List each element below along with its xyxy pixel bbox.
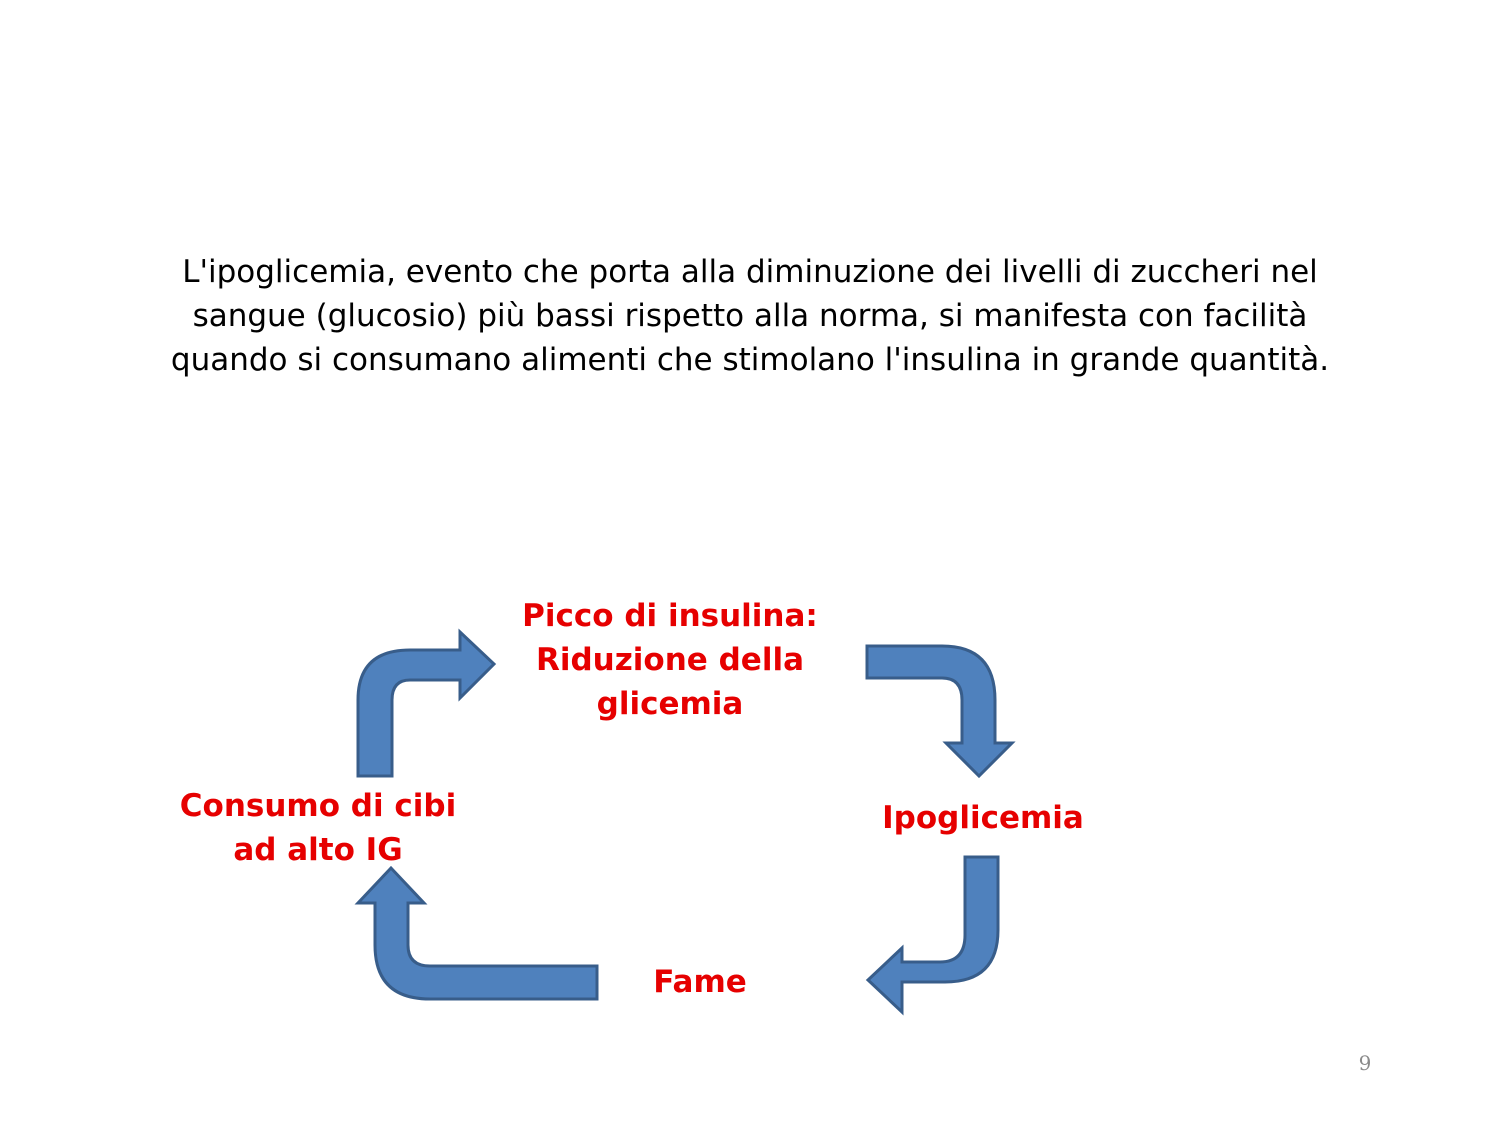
intro-line: sangue (glucosio) più bassi rispetto alla norma, si manifesta con facilità [192,298,1308,334]
curved-arrow-icon-top-to-right [867,646,1012,776]
node-line: ad alto IG [233,832,403,868]
page-number: 9 [1358,1051,1372,1075]
cycle-node-hunger [620,960,780,1004]
cycle-node-insulin-peak [500,594,840,726]
node-line: glicemia [596,686,744,722]
curved-arrow-icon-right-to-bottom [868,857,998,1012]
curved-arrow-icon-bottom-to-left [358,868,597,999]
cycle-node-hypoglycemia [860,796,1106,840]
intro-line: quando si consumano alimenti che stimolano l'insulina in grande quantità. [170,342,1330,378]
node-line: Picco di insulina: [522,598,818,634]
node-line: Ipoglicemia [882,800,1084,836]
node-line: Riduzione della [536,642,804,678]
intro-line: L'ipoglicemia, evento che porta alla diminuzione dei livelli di zuccheri nel [182,254,1318,290]
node-line: Consumo di cibi [179,788,457,824]
cycle-node-high-gi-food [160,784,476,872]
node-line: Fame [653,964,747,1000]
curved-arrow-icon-left-to-top [358,632,494,776]
